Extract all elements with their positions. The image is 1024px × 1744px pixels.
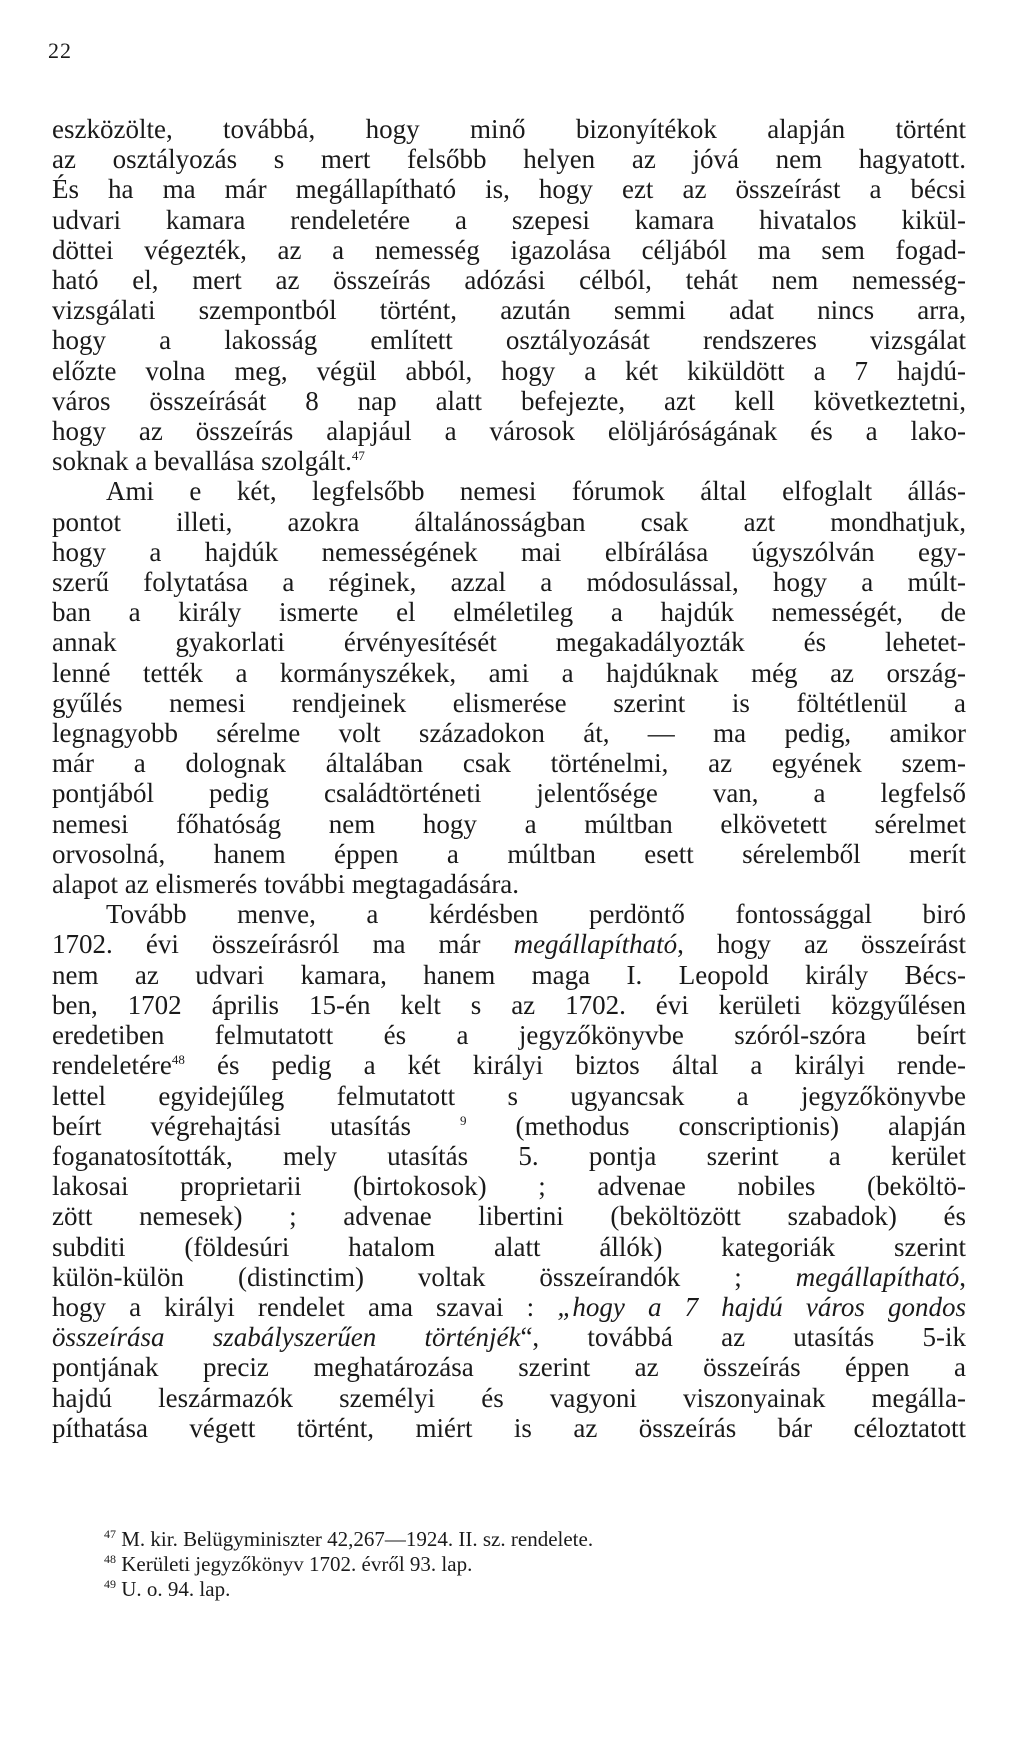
footnote-text: M. kir. Belügyminiszter 42,267—1924. II. sz. rendelete. [116, 1527, 594, 1551]
text-line [52, 1050, 966, 1080]
text-segment: subditi (földesúri hatalom alatt állók) kategoriák szerint [52, 1231, 966, 1262]
text-line [52, 1292, 966, 1322]
text-segment: “, továbbá az utasítás 5-ik [520, 1322, 966, 1353]
text-line [52, 1352, 966, 1382]
text-segment: Ami e két, legfelsőbb nemesi fórumok által elfoglalt állás- [106, 476, 966, 507]
text-line [52, 809, 966, 839]
footnote-ref: 47 [351, 448, 365, 464]
text-segment: nem az udvari kamara, hanem maga I. Leopold király Bécs- [52, 959, 966, 990]
text-segment: pontjából pedig családtörténeti jelentősége van, a legfelső [52, 778, 966, 809]
text-segment: gyűlés nemesi rendjeinek elismerése szerint is föltétlenül a [52, 687, 966, 718]
text-line [52, 265, 966, 295]
footnote-number: 47 [104, 1527, 116, 1541]
text-line [52, 114, 966, 144]
text-line [52, 1081, 966, 1111]
text-segment: És ha ma már megállapítható is, hogy ezt az összeírást a bécsi [52, 174, 966, 205]
text-segment: külön-külön (distinctim) voltak összeírandók ; [52, 1261, 796, 1292]
text-segment: Tovább menve, a kérdésben perdöntő fontossággal biró [106, 899, 966, 930]
text-line [52, 356, 966, 386]
text-segment: píthatása végett történt, miért is az összeírás bár céloztatott [52, 1412, 966, 1443]
text-line [52, 899, 966, 929]
text-line [52, 1020, 966, 1050]
text-segment: beírt végrehajtási utasítás [52, 1110, 460, 1141]
footnote-text: U. o. 94. lap. [116, 1577, 231, 1601]
text-line [52, 1201, 966, 1231]
footnote-ref: 48 [171, 1052, 185, 1068]
text-segment: pontot illeti, azokra általánosságban csak azt mondhatjuk, [52, 506, 966, 537]
text-segment: hogy a hajdúk nemességének mai elbírálása úgyszólván egy- [52, 536, 966, 567]
text-line [52, 1413, 966, 1443]
text-line [52, 325, 966, 355]
text-line [52, 476, 966, 506]
text-line [52, 658, 966, 688]
text-line [52, 235, 966, 265]
text-line [52, 929, 966, 959]
text-segment: eredetiben felmutatott és a jegyzőkönyvbe szóról-szóra beírt [52, 1020, 966, 1051]
text-segment: és pedig a két királyi biztos által a királyi rende- [184, 1050, 966, 1081]
text-line [52, 1262, 966, 1292]
text-segment: lenné tették a kormányszékek, ami a hajdúknak még az ország- [52, 657, 966, 688]
footnote [104, 1577, 964, 1602]
text-line [52, 567, 966, 597]
text-segment: annak gyakorlati érvényesítését megakadályozták és lehetet- [52, 627, 966, 658]
footnote-number: 49 [104, 1577, 116, 1591]
text-segment: orvosolná, hanem éppen a múltban esett sérelemből merít [52, 838, 966, 869]
text-segment: 1702. évi összeírásról ma már [52, 929, 514, 960]
italic-segment: megállapítható [513, 929, 678, 960]
text-line [52, 1232, 966, 1262]
text-line [52, 1383, 966, 1413]
body-text [52, 114, 966, 1443]
text-segment: lakosai proprietarii (birtokosok) ; advenae nobiles (beköltö- [52, 1171, 966, 1202]
text-segment: hogy a lakosság említett osztályozását rendszeres vizsgálat [52, 325, 966, 356]
text-line [52, 144, 966, 174]
text-line [52, 778, 966, 808]
text-line [52, 446, 966, 476]
text-line [52, 174, 966, 204]
footnote-number: 48 [104, 1552, 116, 1566]
text-line [52, 718, 966, 748]
text-segment: ható el, mert az összeírás adózási célból, tehát nem nemesség- [52, 265, 966, 296]
text-line [52, 1171, 966, 1201]
page-number: 22 [48, 38, 72, 63]
text-segment: előzte volna meg, végül abból, hogy a két kiküldött a 7 hajdú- [52, 355, 966, 386]
text-segment: nemesi főhatóság nem hogy a múltban elkövetett sérelmet [52, 808, 966, 839]
text-segment: hajdú leszármazók személyi és vagyoni viszonyainak megálla- [52, 1382, 966, 1413]
text-line [52, 1111, 966, 1141]
text-segment: vizsgálati szempontból történt, azután semmi adat nincs arra, [52, 295, 966, 326]
footnote [104, 1527, 964, 1552]
text-segment: udvari kamara rendeletére a szepesi kamara hivatalos kikül- [52, 204, 966, 235]
text-line [52, 507, 966, 537]
text-segment: legnagyobb sérelme volt századokon át, — ma pedig, amikor [52, 718, 966, 749]
text-segment: (methodus conscriptionis) alapján [466, 1110, 966, 1141]
text-segment: szerű folytatása a réginek, azzal a módosulással, hogy a múlt- [52, 567, 966, 598]
text-segment: hogy a királyi rendelet ama szavai : [52, 1291, 558, 1322]
text-line [52, 688, 966, 718]
text-segment: ben, 1702 április 15-én kelt s az 1702. évi kerületi közgyűlésen [52, 989, 966, 1020]
text-line [52, 205, 966, 235]
text-line [52, 748, 966, 778]
text-segment: hogy az összeírás alapjául a városok elöljáróságának és a lako- [52, 416, 966, 447]
footnote [104, 1552, 964, 1577]
text-segment: döttei végezték, az a nemesség igazolása céljából ma sem fogad- [52, 234, 966, 265]
text-line [52, 537, 966, 567]
text-line [52, 869, 966, 899]
text-line [52, 295, 966, 325]
text-line [52, 627, 966, 657]
text-line [52, 960, 966, 990]
text-line [52, 597, 966, 627]
text-line [52, 1141, 966, 1171]
text-line [52, 386, 966, 416]
text-segment: az osztályozás s mert felsőbb helyen az jóvá nem hagyatott. [52, 144, 966, 175]
text-segment: soknak a bevallása szolgált. [52, 446, 352, 477]
italic-segment: összeírása szabályszerűen történjék [52, 1322, 521, 1353]
italic-segment: megállapítható [795, 1261, 960, 1292]
text-segment: pontjának preciz meghatározása szerint az összeírás éppen a [52, 1352, 966, 1383]
footnote-text: Kerületi jegyzőkönyv 1702. évről 93. lap. [116, 1552, 473, 1576]
text-segment: ban a király ismerte el elméletileg a hajdúk nemességét, de [52, 597, 966, 628]
text-segment: alapot az elismerés további megtagadására. [52, 869, 520, 900]
text-segment: város összeírását 8 nap alatt befejezte, azt kell következtetni, [52, 385, 966, 416]
text-line [52, 990, 966, 1020]
text-segment: , hogy az összeírást [677, 929, 966, 960]
footnotes [104, 1527, 964, 1602]
text-segment: rendeletére [52, 1050, 172, 1081]
text-line [52, 839, 966, 869]
text-segment: , [959, 1261, 966, 1292]
text-line [52, 416, 966, 446]
text-segment: eszközölte, továbbá, hogy minő bizonyítékok alapján történt [52, 114, 966, 144]
footnote-ref: 9 [460, 1112, 467, 1128]
text-segment: már a dolognak általában csak történelmi, az egyének szem- [52, 748, 966, 779]
text-segment: zött nemesek) ; advenae libertini (beköltözött szabadok) és [52, 1201, 966, 1232]
text-segment: foganatosították, mely utasítás 5. pontja szerint a kerület [52, 1140, 966, 1171]
text-segment: lettel egyidejűleg felmutatott s ugyancsak a jegyzőkönyvbe [52, 1080, 966, 1111]
italic-segment: „hogy a 7 hajdú város gondos [557, 1291, 966, 1322]
text-line [52, 1322, 966, 1352]
